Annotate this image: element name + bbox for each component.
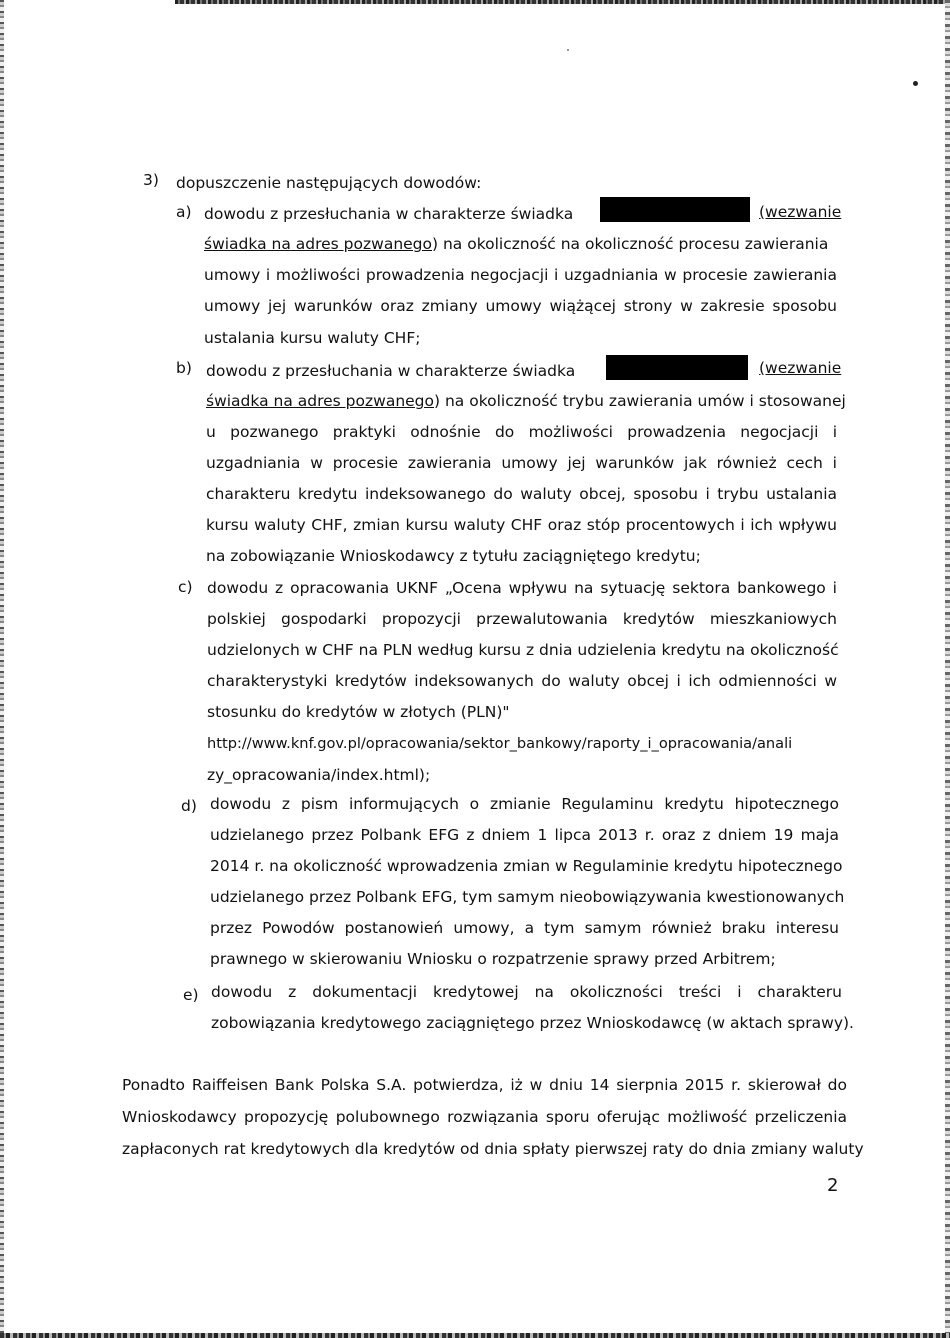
item-text-line: dowodu z przesłuchania w charakterze świadka bbox=[206, 362, 576, 380]
item-text-line: udzielanego przez Polbank EFG z dniem 1 lipca 2013 r. oraz z dniem 19 maja bbox=[210, 826, 839, 844]
item-text-line: umowy jej warunków oraz zmiany umowy wiążącej strony w zakresie sposobu bbox=[204, 297, 837, 315]
item-text-line: ustalania kursu waluty CHF; bbox=[204, 329, 421, 347]
scan-edge-right bbox=[945, 0, 950, 1338]
paragraph-line: Ponadto Raiffeisen Bank Polska S.A. potwierdza, iż w dniu 14 sierpnia 2015 r. skierował do bbox=[122, 1076, 847, 1094]
item-text: ) na okoliczność na okoliczność procesu zawierania bbox=[432, 235, 829, 253]
source-url: zy_opracowania/index.html); bbox=[207, 766, 431, 784]
item-marker: b) bbox=[176, 359, 192, 377]
item-text-line: stosunku do kredytów w złotych (PLN)" bbox=[207, 703, 510, 721]
witness-summons-note: (wezwanie bbox=[759, 359, 842, 377]
item-text-line: dowodu z dokumentacji kredytowej na okoliczności treści i charakteru bbox=[211, 983, 842, 1001]
item-text-line: dowodu z opracowania UKNF „Ocena wpływu na sytuację sektora bankowego i bbox=[207, 579, 837, 597]
scan-edge-bottom bbox=[0, 1333, 950, 1338]
item-text-line: na zobowiązanie Wnioskodawcy z tytułu zaciągniętego kredytu; bbox=[206, 547, 701, 565]
item-text-line: przez Powodów postanowień umowy, a tym samym również braku interesu bbox=[210, 919, 839, 937]
section-number: 3) bbox=[143, 171, 159, 189]
item-marker: d) bbox=[181, 797, 197, 815]
item-text-line: 2014 r. na okoliczność wprowadzenia zmian w Regulaminie kredytu hipotecznego bbox=[210, 857, 843, 875]
item-text-line: umowy i możliwości prowadzenia negocjacji i uzgadniania w procesie zawierania bbox=[204, 266, 837, 284]
item-marker: a) bbox=[176, 203, 192, 221]
item-text-line: polskiej gospodarki propozycji przewalutowania kredytów mieszkaniowych bbox=[207, 610, 837, 628]
section-intro: dopuszczenie następujących dowodów: bbox=[176, 174, 482, 192]
paragraph-line: Wnioskodawcy propozycję polubownego rozwiązania sporu oferując możliwość przeliczenia bbox=[122, 1108, 847, 1126]
item-text-line: uzgadniania w procesie zawierania umowy jej warunków jak również cech i bbox=[206, 454, 837, 472]
page-number: 2 bbox=[827, 1175, 839, 1196]
scan-edge-left bbox=[0, 0, 4, 1338]
item-text-line: prawnego w skierowaniu Wniosku o rozpatrzenie sprawy przed Arbitrem; bbox=[210, 950, 776, 968]
item-text-line: charakterystyki kredytów indeksowanych do waluty obcej i ich odmienności w bbox=[207, 672, 837, 690]
redaction-block bbox=[606, 355, 748, 380]
item-text-line bbox=[204, 234, 828, 254]
scan-speck bbox=[567, 49, 569, 51]
item-marker: c) bbox=[178, 578, 193, 596]
witness-summons-note: (wezwanie bbox=[759, 203, 842, 221]
witness-summons-note: świadka na adres pozwanego bbox=[204, 235, 432, 253]
item-text-line: dowodu z przesłuchania w charakterze świadka bbox=[204, 205, 574, 223]
item-text-line: udzielonych w CHF na PLN według kursu z dnia udzielenia kredytu na okoliczność bbox=[207, 641, 839, 659]
item-text-line bbox=[206, 391, 846, 411]
scan-edge-top bbox=[175, 0, 945, 4]
item-text-line: u pozwanego praktyki odnośnie do możliwości prowadzenia negocjacji i bbox=[206, 423, 837, 441]
item-marker: e) bbox=[183, 986, 199, 1004]
item-text-line: udzielanego przez Polbank EFG, tym samym nieobowiązywania kwestionowanych bbox=[210, 888, 845, 906]
scan-speck bbox=[913, 81, 918, 86]
paragraph-line: zapłaconych rat kredytowych dla kredytów od dnia spłaty pierwszej raty do dnia zmiany waluty bbox=[122, 1140, 864, 1158]
item-text-line: charakteru kredytu indeksowanego do waluty obcej, sposobu i trybu ustalania bbox=[206, 485, 837, 503]
item-text-line: zobowiązania kredytowego zaciągniętego przez Wnioskodawcę (w aktach sprawy). bbox=[211, 1014, 854, 1032]
witness-summons-note: świadka na adres pozwanego bbox=[206, 392, 434, 410]
source-url: http://www.knf.gov.pl/opracowania/sektor_bankowy/raporty_i_opracowania/anali bbox=[207, 735, 793, 752]
redaction-block bbox=[600, 197, 750, 222]
item-text-line: dowodu z pism informujących o zmianie Regulaminu kredytu hipotecznego bbox=[210, 795, 839, 813]
item-text-line: kursu waluty CHF, zmian kursu waluty CHF oraz stóp procentowych i ich wpływu bbox=[206, 516, 837, 534]
item-text: ) na okoliczność trybu zawierania umów i stosowanej bbox=[434, 392, 846, 410]
